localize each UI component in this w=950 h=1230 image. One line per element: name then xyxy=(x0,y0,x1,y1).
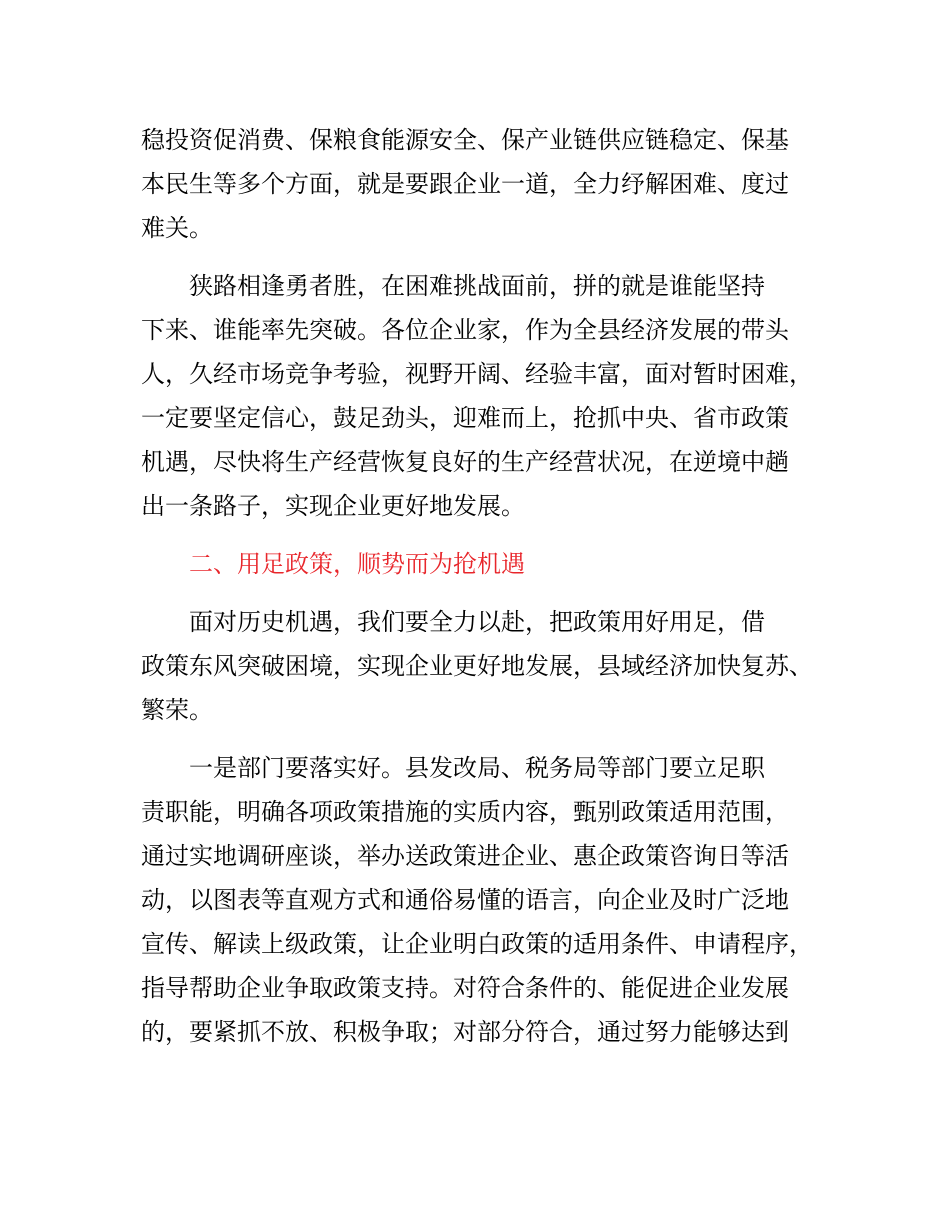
section-heading: 二、用足政策，顺势而为抢机遇 xyxy=(189,550,525,578)
text-line: 指导帮助企业争取政策支持。对符合条件的、能促进企业发展 xyxy=(141,974,789,1002)
text-line: 一是部门要落实好。县发改局、税务局等部门要立足职 xyxy=(189,754,765,782)
text-line: 本民生等多个方面，就是要跟企业一道，全力纾解困难、度过 xyxy=(141,170,789,198)
text-line: 一定要坚定信心，鼓足劲头，迎难而上，抢抓中央、省市政策 xyxy=(141,404,789,432)
text-line: 政策东风突破困境，实现企业更好地发展，县域经济加快复苏、 xyxy=(141,652,813,680)
text-line: 的，要紧抓不放、积极争取；对部分符合，通过努力能够达到 xyxy=(141,1018,789,1046)
text-line: 机遇，尽快将生产经营恢复良好的生产经营状况，在逆境中趟 xyxy=(141,448,789,476)
paragraph xyxy=(141,600,841,732)
text-line: 下来、谁能率先突破。各位企业家，作为全县经济发展的带头 xyxy=(141,316,789,344)
paragraph xyxy=(141,118,841,250)
text-line: 出一条路子，实现企业更好地发展。 xyxy=(141,492,525,520)
text-line: 狭路相逢勇者胜，在困难挑战面前，拼的就是谁能坚持 xyxy=(189,272,765,300)
text-line: 宣传、解读上级政策，让企业明白政策的适用条件、申请程序， xyxy=(141,930,813,958)
text-line: 责职能，明确各项政策措施的实质内容，甄别政策适用范围， xyxy=(141,798,789,826)
text-line: 稳投资促消费、保粮食能源安全、保产业链供应链稳定、保基 xyxy=(141,126,789,154)
text-line: 面对历史机遇，我们要全力以赴，把政策用好用足，借 xyxy=(189,608,765,636)
text-line: 难关。 xyxy=(141,214,213,242)
paragraph xyxy=(141,746,841,1054)
text-line: 动，以图表等直观方式和通俗易懂的语言，向企业及时广泛地 xyxy=(141,886,789,914)
paragraph xyxy=(141,264,841,528)
document-body xyxy=(141,118,841,1068)
text-line: 繁荣。 xyxy=(141,696,213,724)
text-line: 通过实地调研座谈，举办送政策进企业、惠企政策咨询日等活 xyxy=(141,842,789,870)
text-line: 人，久经市场竞争考验，视野开阔、经验丰富，面对暂时困难， xyxy=(141,360,813,388)
